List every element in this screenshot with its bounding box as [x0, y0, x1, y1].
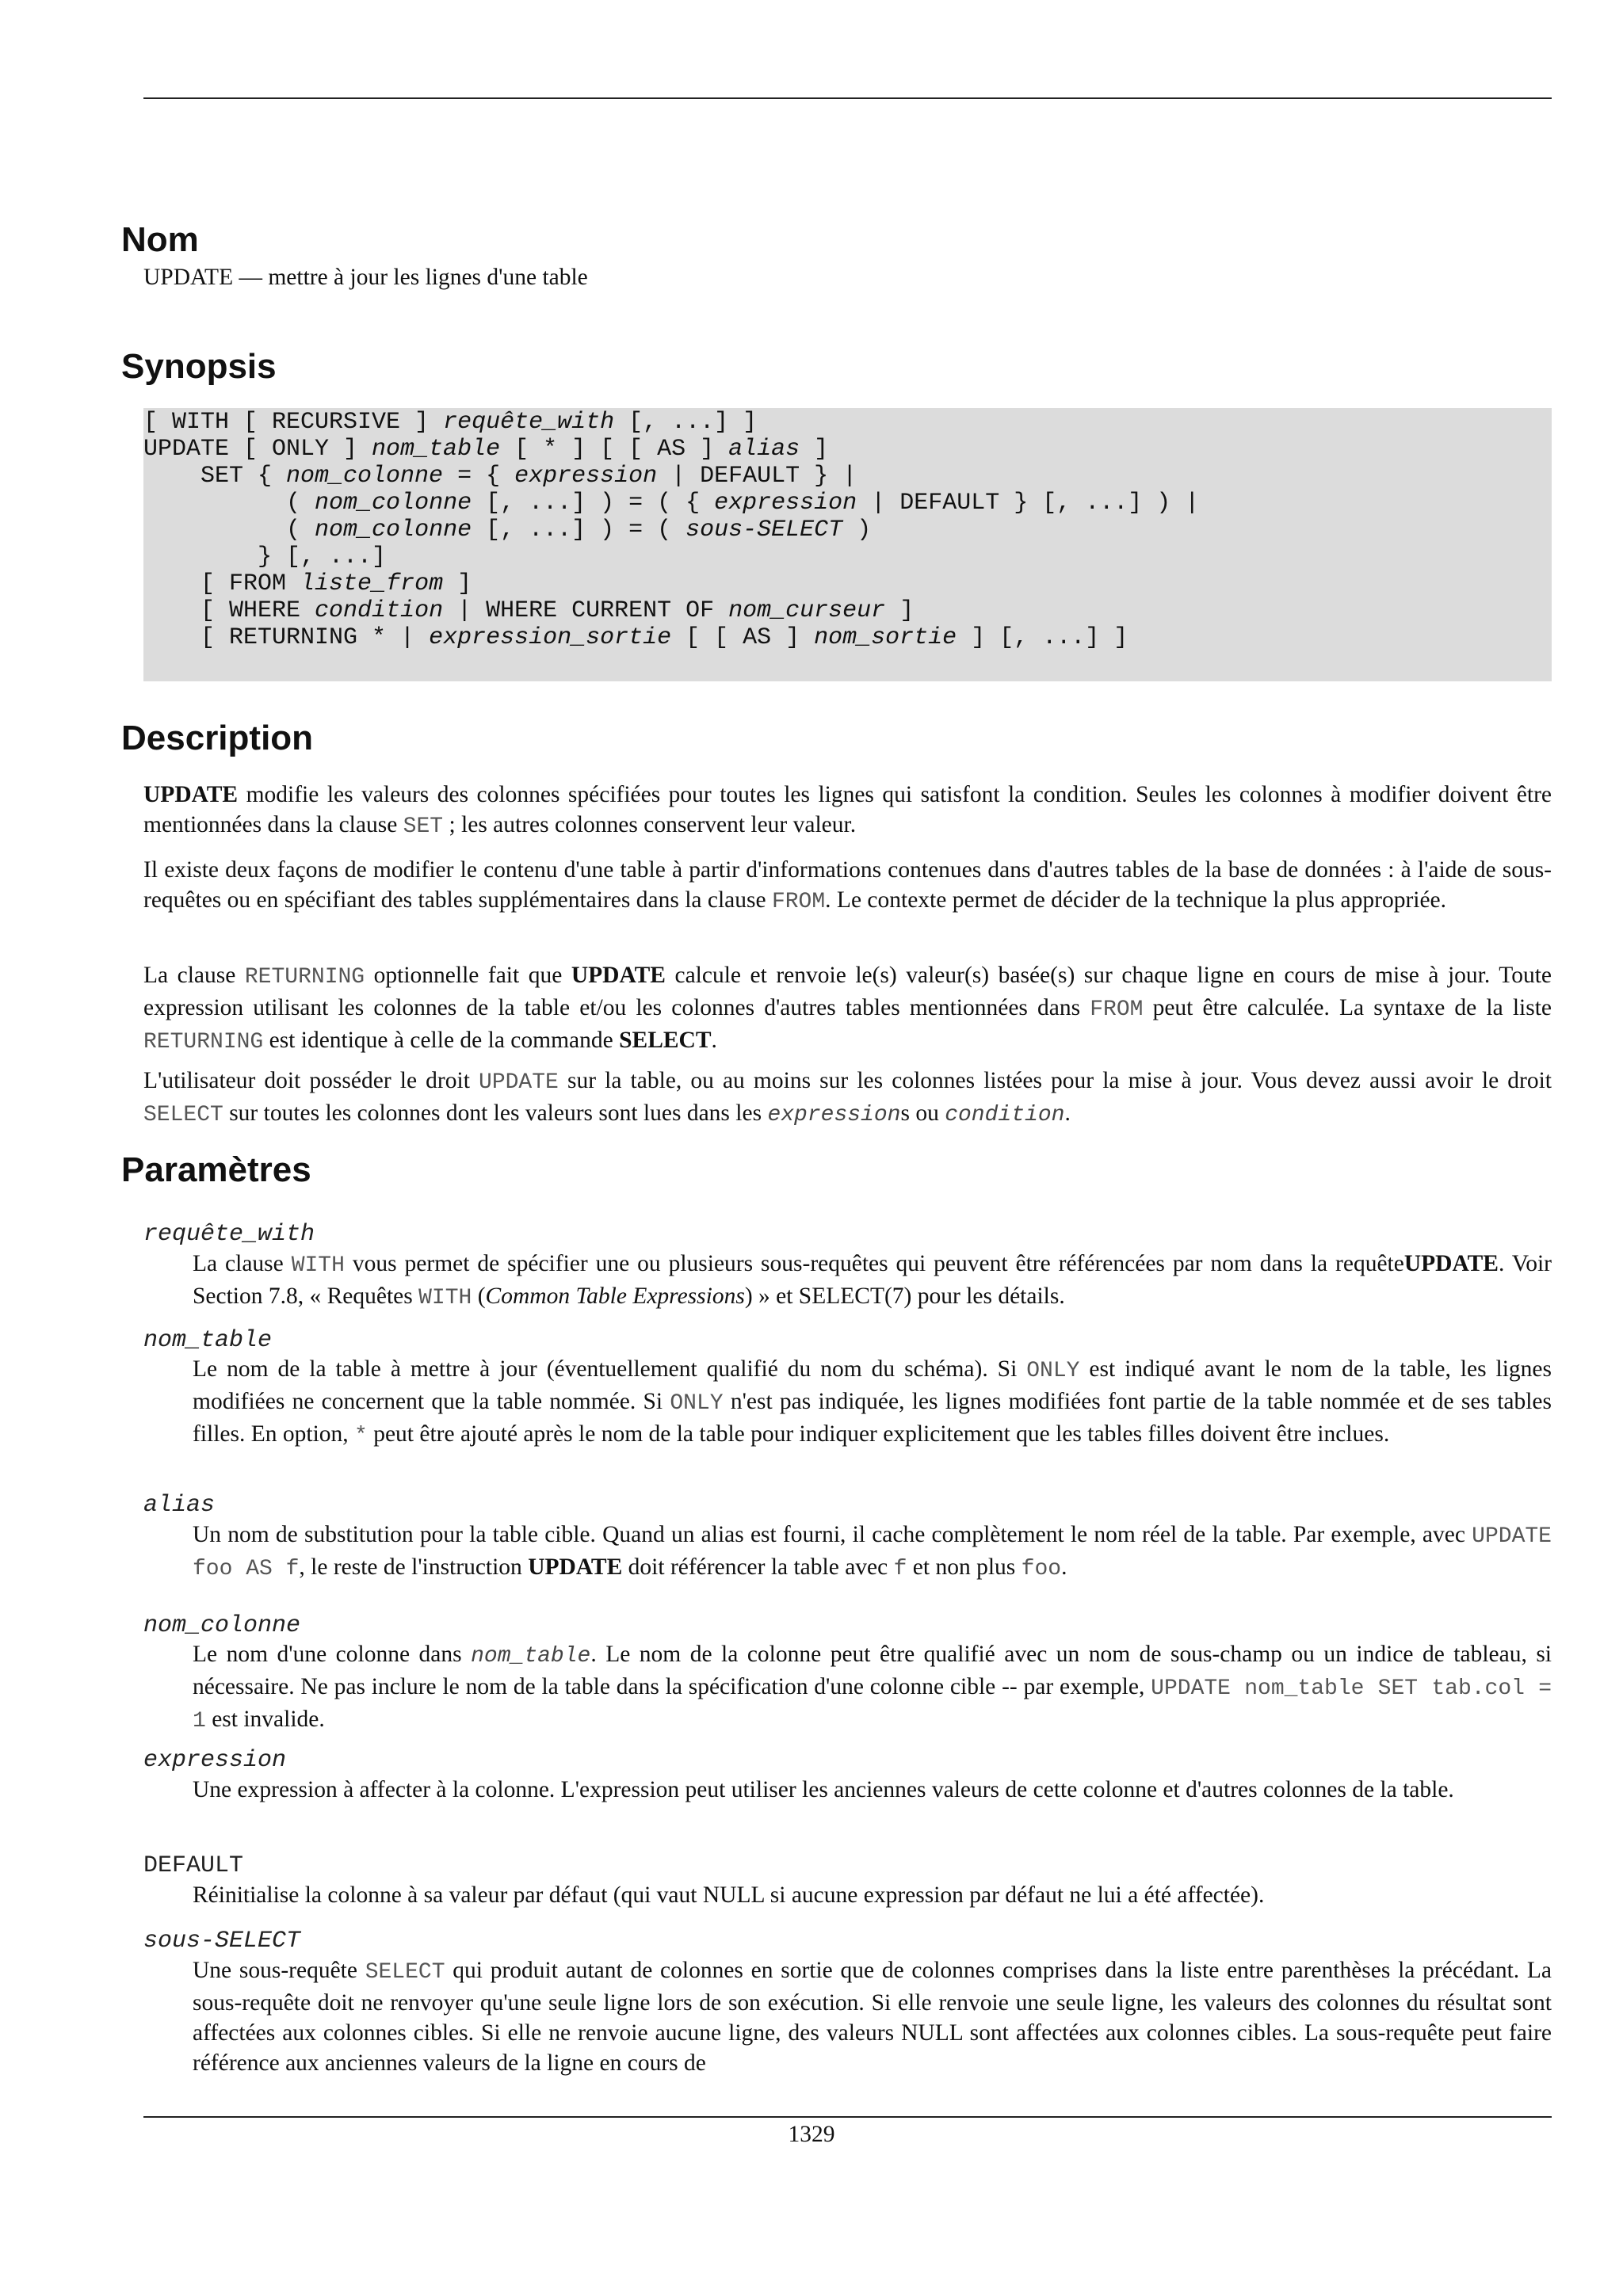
text-strong: SELECT [619, 1028, 712, 1053]
text-span: Le nom d'une colonne dans [193, 1642, 472, 1667]
param-term-requete-with: requête_with [143, 1221, 315, 1248]
text-span: Il existe deux façons de modifier le contenu d'une table à partir d'informations contenues dans d'autres tables de la base de données : à l'aide de sous-requêtes ou en spécifiant des tables supplémentaires dans la clause [143, 857, 1552, 913]
section-heading-parametres: Paramètres [121, 1150, 311, 1189]
text-span: Un nom de substitution pour la table cible. Quand un alias est fourni, il cache complètement le nom réel de la table. Par exemple, avec [193, 1522, 1472, 1547]
header-rule [143, 97, 1552, 99]
param-def-alias [193, 1520, 1552, 1585]
param-term-sous-select: sous-SELECT [143, 1928, 301, 1955]
text-span: modifie les valeurs des colonnes spécifiées pour toutes les lignes qui satisfont la condition. Seules les colonnes à modifier doivent être mentionnées dans la clause [143, 782, 1552, 837]
code-italic-span: condition [945, 1103, 1065, 1127]
description-paragraph-3 [143, 960, 1552, 1058]
text-span: La clause [143, 963, 245, 988]
code-span: ONLY [670, 1391, 724, 1416]
code-span: WITH [418, 1286, 472, 1310]
text-span: calcule et renvoie le(s) valeur(s) basée(s) sur chaque ligne en cours de mise à jour. Toute expression utilisant les colonnes de la table et/ou les colonnes d'autres tables mentionnées dans [143, 963, 1552, 1020]
text-span: . [711, 1028, 717, 1053]
text-strong: UPDATE [1403, 1251, 1499, 1276]
text-italic: Common Table Expressions [485, 1283, 745, 1309]
param-def-sous-select [193, 1955, 1552, 2078]
code-span: RETURNING [143, 1030, 264, 1055]
text-span: s ou [900, 1100, 945, 1126]
param-term-nom-table: nom_table [143, 1327, 273, 1354]
code-span: FROM [1090, 997, 1144, 1022]
code-span: ONLY [1026, 1359, 1080, 1383]
page-number: 1329 [788, 2122, 835, 2147]
code-span: SET [403, 814, 444, 839]
text-span: ; les autres colonnes conservent leur valeur. [443, 812, 857, 837]
text-span: ( [472, 1283, 486, 1309]
text-span: . [1064, 1100, 1071, 1126]
code-span: UPDATE foo AS f [193, 1524, 1552, 1581]
synopsis-code: [ WITH [ RECURSIVE ] requête_with [, ...] ] UPDATE [ ONLY ] nom_table [ * ] [ [ AS ] alias ] SET { nom_colonne = { expression | DEFAULT } | ( nom_colonne [, ...] ) = ( { expression | DEFAULT } [, ...] ) | ( nom_colonne [, ...] ) = ( sous-SELECT ) } [, ...] [ FROM liste_from ] [ WHERE condition | WHERE CURRENT OF nom_curseur ] [ RETURNING * | expression_sortie [ [ AS ] nom_sortie ] [, ...] ] [143, 409, 1200, 651]
code-span: UPDATE [479, 1070, 559, 1095]
text-span: . Voir Section 7.8, « Requêtes [193, 1251, 1552, 1309]
param-def-default: Réinitialise la colonne à sa valeur par défaut (qui vaut NULL si aucune expression par défaut ne lui a été affectée). [193, 1882, 1265, 1908]
text-span: optionnelle fait que [365, 963, 571, 988]
param-def-nom-colonne [193, 1639, 1552, 1737]
code-span: RETURNING [244, 965, 365, 990]
param-term-default: DEFAULT [143, 1852, 244, 1879]
footer-rule [143, 2116, 1552, 2118]
section-heading-nom: Nom [121, 220, 199, 259]
text-span: peut être ajouté après le nom de la table pour indiquer explicitement que les tables filles doivent être inclues. [367, 1421, 1390, 1447]
text-span: doit référencer la table avec [622, 1554, 894, 1580]
text-span: , le reste de l'instruction [299, 1554, 529, 1580]
param-def-expression: Une expression à affecter à la colonne. L'expression peut utiliser les anciennes valeurs de cette colonne et d'autres colonnes de la table. [193, 1777, 1454, 1802]
text-span: Le nom de la table à mettre à jour (éventuellement qualifié du nom du schéma). Si [193, 1356, 1027, 1382]
code-italic-span: nom_table [471, 1644, 591, 1669]
section-heading-description: Description [121, 719, 314, 757]
code-span: UPDATE nom_table SET tab.col = 1 [193, 1676, 1552, 1733]
text-span: . [1061, 1554, 1067, 1580]
description-paragraph-1 [143, 780, 1552, 842]
text-span: . Le nom de la colonne peut être qualifié avec un nom de sous-champ ou un indice de tableau, si nécessaire. Ne pas inclure le nom de la table dans la spécification d'une colonne cible -- par exemple, [193, 1642, 1552, 1699]
text-span: est invalide. [205, 1707, 325, 1732]
text-strong: UPDATE [143, 782, 239, 807]
text-span: L'utilisateur doit posséder le droit [143, 1068, 479, 1093]
text-span: n'est pas indiquée, les lignes modifiées font partie de la table nommée et de ses tables filles. En option, [193, 1389, 1552, 1447]
nom-text: UPDATE — mettre à jour les lignes d'une table [143, 265, 588, 290]
text-span: peut être calculée. La syntaxe de la liste [1143, 995, 1552, 1020]
code-span: foo [1021, 1557, 1062, 1581]
text-strong: UPDATE [528, 1554, 623, 1580]
text-span: et non plus [907, 1554, 1022, 1580]
code-span: * [354, 1424, 368, 1448]
text-span: sur la table, ou au moins sur les colonnes listées pour la mise à jour. Vous devez aussi avoir le droit [558, 1068, 1552, 1093]
param-term-nom-colonne: nom_colonne [143, 1612, 301, 1639]
code-italic-span: expression [767, 1103, 901, 1127]
code-span: SELECT [365, 1960, 445, 1985]
text-span: est identique à celle de la commande [263, 1028, 620, 1053]
text-strong: UPDATE [571, 963, 666, 988]
param-def-nom-table [193, 1354, 1552, 1451]
text-span: ) » et SELECT(7) pour les détails. [744, 1283, 1065, 1309]
param-term-alias: alias [143, 1492, 216, 1519]
text-span: vous permet de spécifier une ou plusieurs sous-requêtes qui peuvent être référencées par nom dans la requête [344, 1251, 1404, 1276]
description-paragraph-4 [143, 1066, 1552, 1131]
description-paragraph-2 [143, 855, 1552, 917]
text-span: La clause [193, 1251, 292, 1276]
param-def-requete-with [193, 1249, 1552, 1314]
code-span: WITH [291, 1253, 345, 1278]
param-term-expression: expression [143, 1747, 287, 1774]
code-span: f [893, 1557, 907, 1581]
text-span: sur toutes les colonnes dont les valeurs sont lues dans les [223, 1100, 768, 1126]
text-span: est indiqué avant le nom de la table, les lignes modifiées ne concernent que la table nommée. Si [193, 1356, 1552, 1414]
text-span: . Le contexte permet de décider de la technique la plus appropriée. [825, 887, 1447, 913]
code-span: FROM [771, 890, 826, 914]
code-span: SELECT [143, 1103, 223, 1127]
text-span: Une sous-requête [193, 1958, 365, 1983]
synopsis-code-block [143, 408, 1552, 681]
text-span: qui produit autant de colonnes en sortie que de colonnes comprises dans la liste entre parenthèses la précédant. La sous-requête doit ne renvoyer qu'une seule ligne lors de son exécution. Si elle renvoie une seule ligne, les valeurs des colonnes du résultat sont affectées aux colonnes cibles. Si elle ne renvoie aucune ligne, des valeurs NULL sont affectées aux colonnes cibles. La sous-requête peut faire référence aux anciennes valeurs de la ligne en cours de [193, 1958, 1552, 2076]
section-heading-synopsis: Synopsis [121, 347, 277, 386]
